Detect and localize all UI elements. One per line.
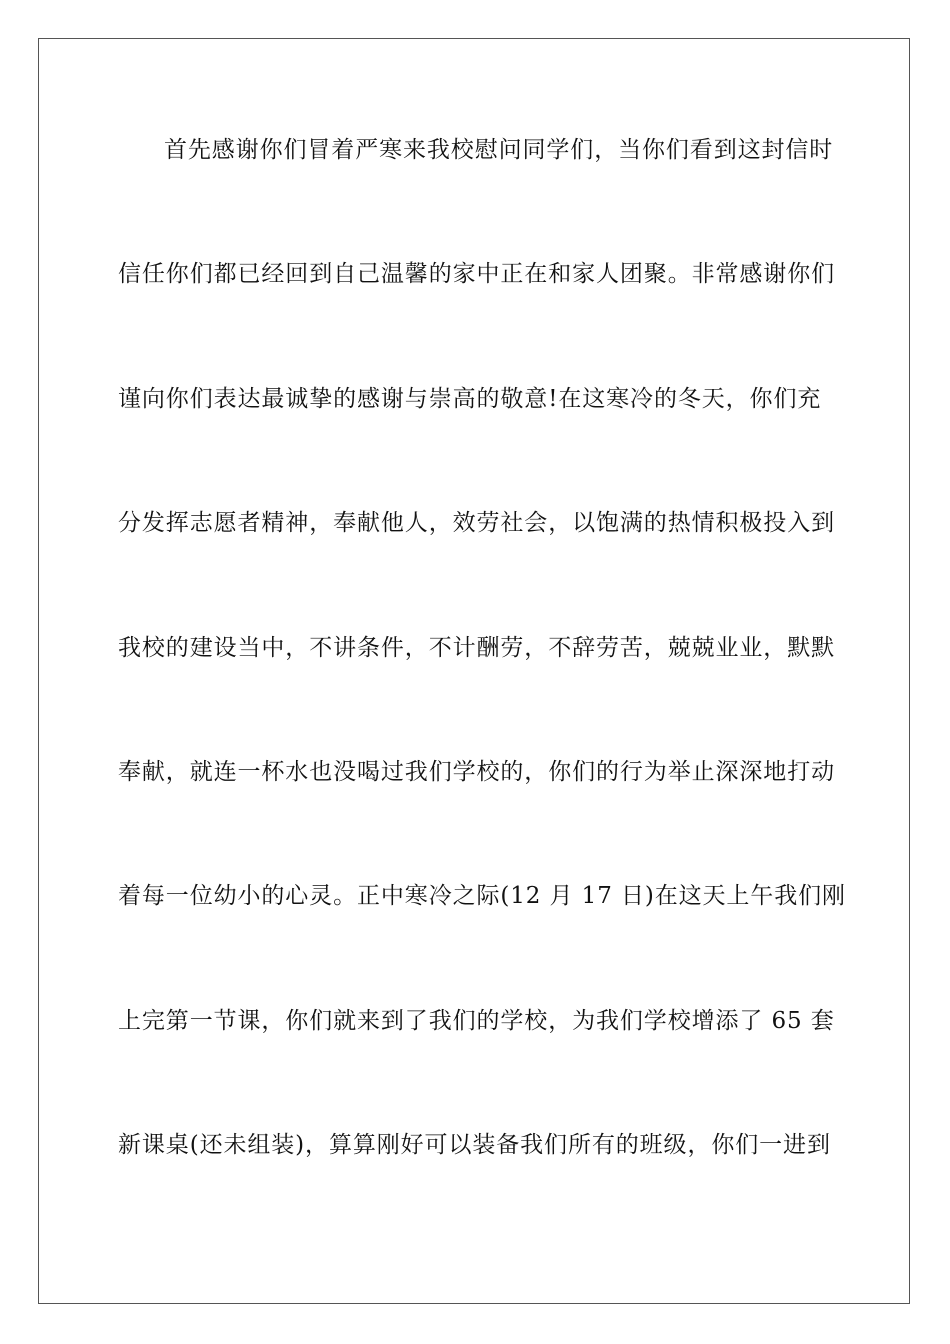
text-line-5: 我校的建设当中，不讲条件，不计酬劳，不辞劳苦，兢兢业业，默默 (118, 634, 835, 661)
text-line-1: 首先感谢你们冒着严寒来我校慰问同学们，当你们看到这封信时 (164, 137, 834, 163)
text-line-6: 奉献，就连一杯水也没喝过我们学校的，你们的行为举止深深地打动 (118, 758, 835, 785)
letter-body (118, 130, 846, 1250)
text-line-2: 信任你们都已经回到自己温馨的家中正在和家人团聚。非常感谢你们 (118, 261, 835, 288)
text-line-8: 上完第一节课，你们就来到了我们的学校，为我们学校增添了 65 套 (118, 1007, 835, 1034)
text-line-9: 新课桌(还未组装)，算算刚好可以装备我们所有的班级，你们一进到 (118, 1132, 831, 1159)
text-line-3: 谨向你们表达最诚挚的感谢与崇高的敬意!在这寒冷的冬天，你们充 (118, 385, 822, 412)
text-line-4: 分发挥志愿者精神，奉献他人，效劳社会，以饱满的热情积极投入到 (118, 510, 835, 537)
text-line-7: 着每一位幼小的心灵。正中寒冷之际(12 月 17 日)在这天上午我们刚 (118, 883, 846, 910)
